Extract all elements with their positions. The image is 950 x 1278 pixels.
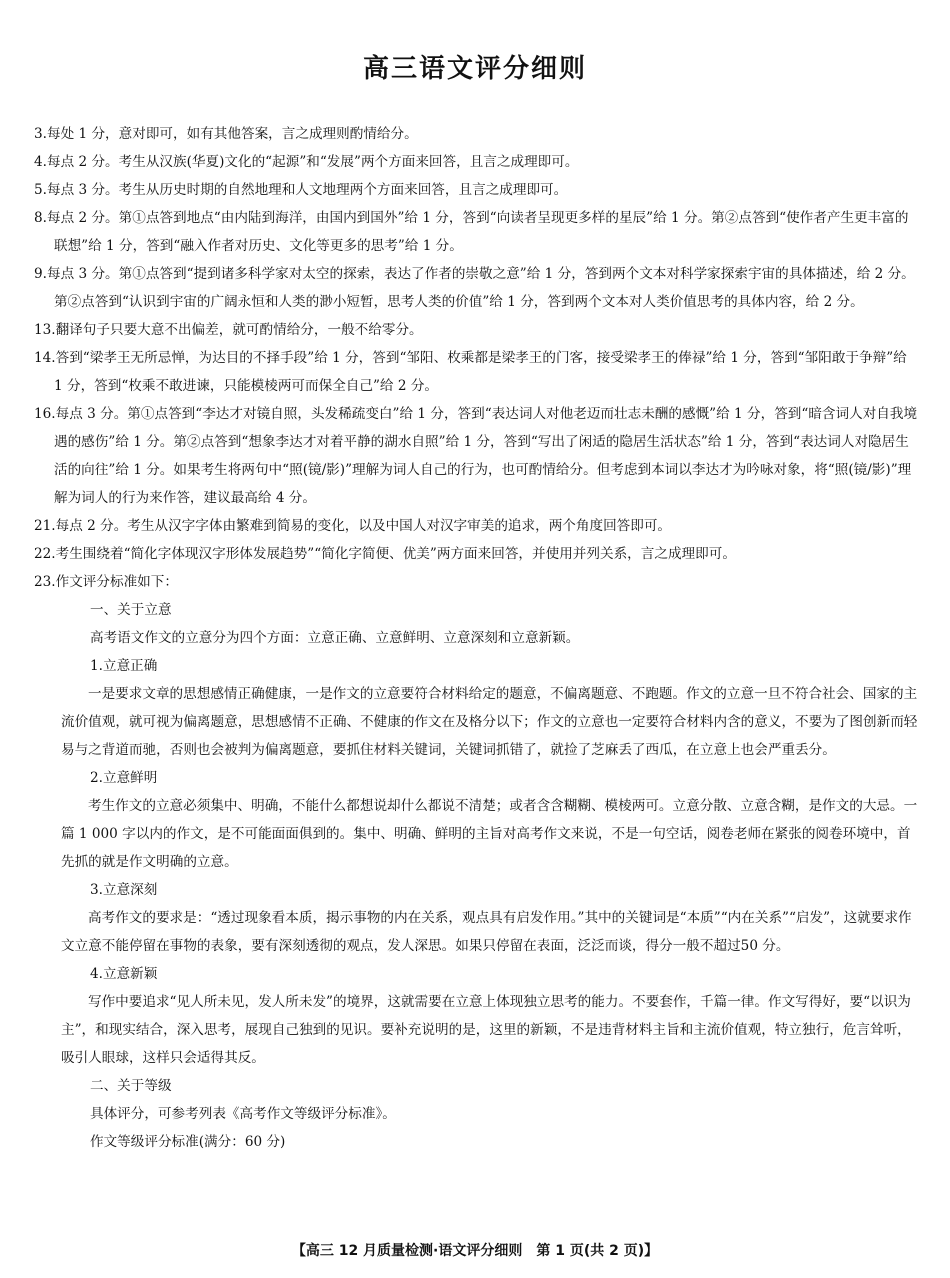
document-body [34,120,918,1156]
item-13: 13.翻译句子只要大意不出偏差，就可酌情给分，一般不给零分。 [34,322,423,338]
grade-text-2: 作文等级评分标准(满分：60 分) [90,1134,286,1150]
section-intro-intent: 高考语文作文的立意分为四个方面：立意正确、立意鲜明、立意深刻和立意新颖。 [90,630,580,646]
section-heading-intent: 一、关于立意 [90,602,172,618]
item-22: 22.考生围绕着“简化字体现汉字形体发展趋势”“简化字简便、优美”两方面来回答，并使用并列关系，言之成理即可。 [34,546,736,562]
subheading-correct: 1.立意正确 [90,658,158,674]
paragraph-novel: 写作中要追求“见人所未见，发人所未发”的境界，这就需要在立意上体现独立思考的能力。不要套作，千篇一律。作文写得好，要“以识为主”，和现实结合，深入思考，展现自己独到的见识。要补充说明的是，这里的新颖，不是违背材料主旨和主流价值观，特立独行，危言耸听，吸引人眼球，这样只会适得其反。 [61,994,911,1066]
item-3: 3.每处 1 分，意对即可，如有其他答案，言之成理则酌情给分。 [34,126,418,142]
item-23: 23.作文评分标准如下： [34,574,178,590]
item-9: 9.每点 3 分。第①点答到“提到诸多科学家对太空的探索，表达了作者的崇敬之意”给 1 分，答到两个文本对科学家探索宇宙的具体描述，给 2 分。第②点答到“认识到宇宙的广阔永恒和人类的渺小短暂，思考人类的价值”给 1 分，答到两个文本对人类价值思考的具体内容，给 2 分。 [34,266,915,310]
subheading-clear: 2.立意鲜明 [90,770,158,786]
page-title: 高三语文评分细则 [362,54,587,84]
subheading-deep: 3.立意深刻 [90,882,158,898]
item-21: 21.每点 2 分。考生从汉字字体由繁难到简易的变化，以及中国人对汉字审美的追求，两个角度回答即可。 [34,518,672,534]
paragraph-correct: 一是要求文章的思想感情正确健康，一是作文的立意要符合材料给定的题意，不偏离题意、不跑题。作文的立意一旦不符合社会、国家的主流价值观，就可视为偏离题意，思想感情不正确、不健康的作文在及格分以下；作文的立意也一定要符合材料内含的意义，不要为了图创新而轻易与之背道而驰，否则也会被判为偏离题意，要抓住材料关键词，关键词抓错了，就捡了芝麻丢了西瓜，在立意上也会严重丢分。 [61,686,918,758]
grade-text-1: 具体评分，可参考列表《高考作文等级评分标准》。 [90,1106,396,1122]
item-4: 4.每点 2 分。考生从汉族(华夏)文化的“起源”和“发展”两个方面来回答，且言之成理即可。 [34,154,579,170]
section-heading-grade: 二、关于等级 [90,1078,172,1094]
item-16: 16.每点 3 分。第①点答到“李达才对镜自照，头发稀疏变白”给 1 分，答到“表达词人对他老迈而壮志未酬的感慨”给 1 分，答到“暗含词人对自我境遇的感伤”给 1 分。第②点答到“想象李达才对着平静的湖水自照”给 1 分，答到“写出了闲适的隐居生活状态”给 1 分，答到“表达词人对隐居生活的向往”给 1 分。如果考生将两句中“照(镜/影)”理解为词人自己的行为，也可酌情给分。但考虑到本词以李达才为吟咏对象，将“照(镜/影)”理解为词人的行为来作答，建议最高给 4 分。 [34,406,918,506]
subheading-novel: 4.立意新颖 [90,966,158,982]
page-footer: 【高三 12 月质量检测·语文评分细则 第 1 页(共 2 页)】 [291,1243,659,1259]
item-5: 5.每点 3 分。考生从历史时期的自然地理和人文地理两个方面来回答，且言之成理即可。 [34,182,568,198]
item-14: 14.答到“梁孝王无所忌惮，为达目的不择手段”给 1 分，答到“邹阳、枚乘都是梁孝王的门客，接受梁孝王的俸禄”给 1 分，答到“邹阳敢于争辩”给 1 分，答到“枚乘不敢进谏，只能模棱两可而保全自己”给 2 分。 [34,350,907,394]
item-8: 8.每点 2 分。第①点答到地点“由内陆到海洋，由国内到国外”给 1 分，答到“向读者呈现更多样的星辰”给 1 分。第②点答到“使作者产生更丰富的联想”给 1 分，答到“融入作者对历史、文化等更多的思考”给 1 分。 [34,210,909,254]
paragraph-clear: 考生作文的立意必须集中、明确，不能什么都想说却什么都说不清楚；或者含含糊糊、模棱两可。立意分散、立意含糊，是作文的大忌。一篇 1 000 字以内的作文，是不可能面面俱到的。集中、明确、鲜明的主旨对高考作文来说，不是一句空话，阅卷老师在紧张的阅卷环境中，首先抓的就是作文明确的立意。 [61,798,918,870]
paragraph-deep: 高考作文的要求是：“透过现象看本质，揭示事物的内在关系，观点具有启发作用。”其中的关键词是“本质”“内在关系”“启发”，这就要求作文立意不能停留在事物的表象，要有深刻透彻的观点，发人深思。如果只停留在表面，泛泛而谈，得分一般不超过50 分。 [61,910,912,954]
